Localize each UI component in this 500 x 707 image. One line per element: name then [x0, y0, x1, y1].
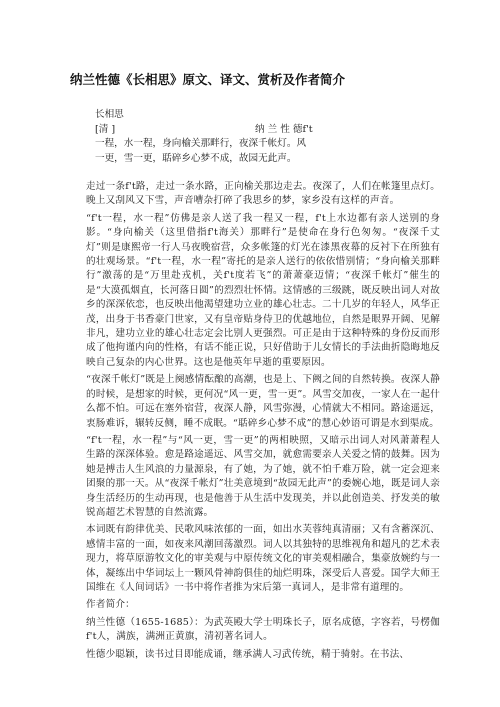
poem-name: 长相思 — [95, 109, 124, 120]
paragraph-analysis-1: “f't一程，水一程”仿佛是亲人送了我一程又一程，f't上水边都有亲人送别的身影。“身向榆关（这里借指f't海关）那畔行”是使命在身行色匆匆。“夜深千丈灯”则是康熙帝一行人马夜晚宿营，众多帐篷的灯光在漆黑夜幕的反衬下在所独有的壮观场景。“f't一程，水一程”寄托的是亲人送行的依依惜别情；“身向榆关那畔行”激荡的是“万里赴戎机，关f't度若飞”的萧萧豪迈情；“夜深千帐灯”催生的是“大漠孤烟直，长河落日圆”的烈烈壮怀情。这情感的三级跳，既反映出词人对故乡的深深依恋，也反映出他渴望建功立业的雄心壮志。二十几岁的年轻人，风华正茂，出身于书香豪门世家，又有皇帝贴身侍卫的优越地位，自然是眼界开阔、见解非凡，建功立业的雄心壮志定会比别人更强烈。可正是由于这种特殊的身份反而形成了他拘谨内向的性格，有话不能正说，只好借助于儿女情长的手法曲折隐晦地反映自己复杂的内心世界。这也是他英年早逝的重要原因。 — [86, 212, 440, 368]
poem-author: 纳 兰 性 德f't — [255, 123, 313, 135]
paragraph-author-1: 纳兰性德（1655-1685）：为武英殿大学士明珠长子，原名成德，字容若，号楞伽f't人，满族，满洲正黄旗，清初著名词人。 — [86, 616, 440, 643]
document-title: 纳兰性德《长相思》原文、译文、赏析及作者简介 — [70, 72, 346, 87]
poem-line-2: 一更，雪一更，聒碎乡心梦不成，故园无此声。 — [95, 152, 297, 164]
author-intro-heading: 作者简介： — [86, 599, 135, 611]
paragraph-analysis-3: “f't一程，水一程”与“风一更，雪一更”的两相映照，又暗示出词人对风萧萧程人生路的深深体验。愈是路途遥远、风雪交加，就愈需要亲人关爱之情的鼓舞。因为她是搏击人生风浪的力量源泉，有了她，为了她，就不怕千难万险，就一定会迎来团聚的那一天。从“夜深千帐灯”壮美意境到“故园无此声”的委婉心地，既是词人亲身生活经历的生动再现，也是他善于从生活中发现美，并以此创造美、抒发美的敏锐高超艺术智慧的自然流露。 — [86, 434, 440, 518]
paragraph-author-2: 性德少聪颖，读书过目即能成诵，继承满人习武传统，精于骑射。在书法、 — [86, 648, 410, 660]
paragraph-analysis-2: “夜深千帐灯”既是上阕感情酝酿的高潮，也是上、下阙之间的自然转换。夜深人静的时候，是想家的时候，更何况“风一更，雪一更”。风雪交加夜，一家人在一起什么都不怕。可远在塞外宿营，夜深人静，风雪弥漫，心情就大不相同。路途遥远，衷肠难诉，辗转反侧，睡不成眠。“聒碎乡心梦不成”的慧心妙语可谓是水到渠成。 — [86, 374, 440, 429]
poem-dynasty: [清 ] — [95, 123, 116, 135]
poem-block — [95, 108, 425, 166]
poem-header-row — [95, 123, 425, 138]
paragraph-translation: 走过一条f't路，走过一条水路，正向榆关那边走去。夜深了，人们在帐篷里点灯。晚上又刮风又下雪，声音嘈杂打碎了我思乡的梦，家乡没有这样的声音。 — [86, 181, 440, 207]
poem-line-1: 一程，水一程，身向榆关那畔行，夜深千帐灯。风 — [95, 138, 307, 149]
paragraph-analysis-4: 本词既有韵律优美、民歌风味浓郁的一面，如出水芙蓉纯真清丽；又有含蓄深沉、感情丰富的一面，如夜来风潮回荡激烈。词人以其独特的思维视角和超凡的艺术表现力，将草原游牧文化的审美观与中原传统文化的审美观相融合，集豪放婉约与一体，凝练出中华词坛上一颗风骨神韵俱佳的灿烂明珠，深受后人喜爱。国学大师王国维在《人间词话》一书中将作者推为宋后第一真词人，是非常有道理的。 — [86, 524, 440, 593]
article-body — [86, 180, 440, 665]
